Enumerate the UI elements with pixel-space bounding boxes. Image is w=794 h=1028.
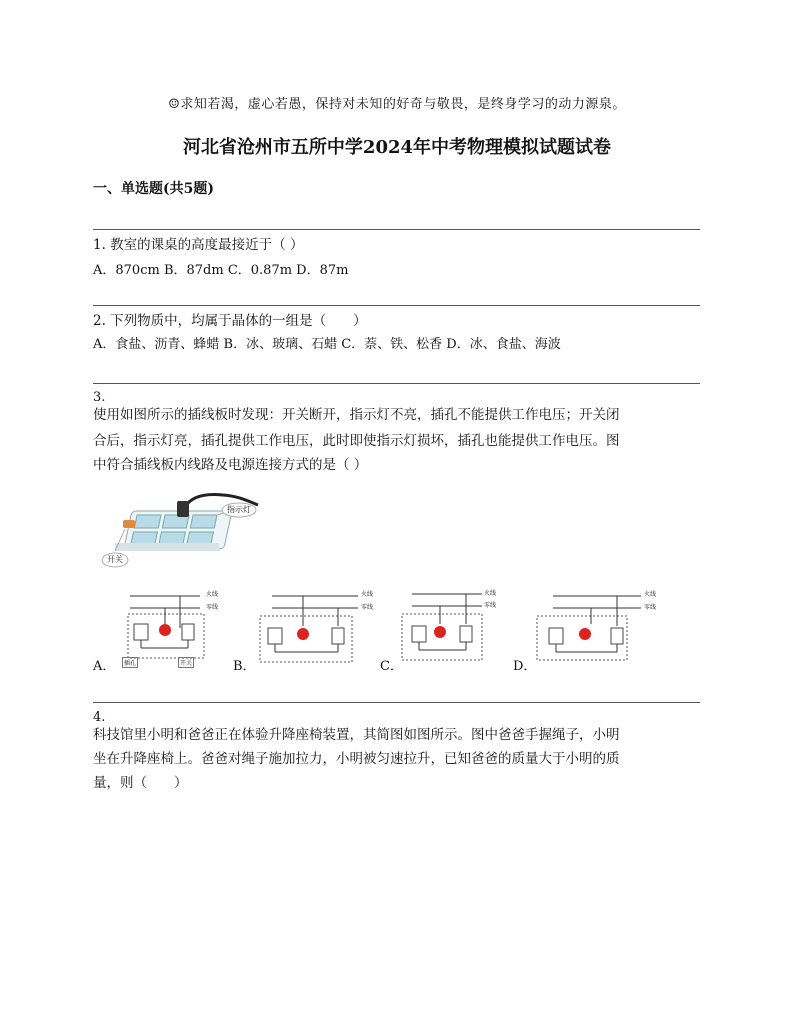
live-wire-label: 火线 bbox=[484, 590, 497, 597]
option-b-label: B． bbox=[233, 659, 256, 674]
option-d-label: D． bbox=[513, 659, 537, 674]
question-4-line-1: 科技馆里小明和爸爸正在体验升降座椅装置，其简图如图所示。图中爸爸手握绳子，小明 bbox=[93, 727, 620, 743]
question-2-stem: 2. 下列物质中，均属于晶体的一组是（ ） bbox=[93, 313, 367, 329]
question-2-options: A．食盐、沥青、蜂蜡 B．冰、玻璃、石蜡 C．萘、铁、松香 D．冰、食盐、海波 bbox=[93, 337, 561, 352]
question-3-line-3: 中符合插线板内线路及电源连接方式的是（ ） bbox=[93, 457, 368, 473]
circuit-diagram-b bbox=[258, 588, 388, 670]
question-4-number: 4. bbox=[93, 710, 106, 725]
switch-label: 开关 bbox=[107, 555, 123, 564]
question-4-line-3: 量，则（ ） bbox=[93, 775, 188, 791]
indicator-label: 指示灯 bbox=[227, 505, 251, 514]
section-heading: 一、单选题(共5题) bbox=[93, 181, 214, 197]
circuit-diagram-c bbox=[400, 588, 530, 670]
circuit-diagram-a bbox=[120, 588, 250, 670]
circuit-diagram-d bbox=[535, 588, 665, 670]
page-title: 河北省沧州市五所中学2024年中考物理模拟试题试卷 bbox=[182, 137, 612, 158]
motto: ☺求知若渴，虚心若愚，保持对未知的好奇与敬畏，是终身学习的动力源泉。 bbox=[168, 97, 626, 112]
divider bbox=[93, 383, 700, 384]
neutral-wire-label: 零线 bbox=[206, 604, 219, 611]
divider bbox=[93, 305, 700, 306]
live-wire-label: 火线 bbox=[644, 591, 657, 598]
option-c-label: C． bbox=[380, 659, 403, 674]
live-wire-label: 火线 bbox=[361, 591, 374, 598]
divider bbox=[93, 702, 700, 703]
socket-label: 插孔 bbox=[122, 657, 138, 668]
neutral-wire-label: 零线 bbox=[484, 602, 497, 609]
question-3-line-1: 使用如图所示的插线板时发现：开关断开，指示灯不亮，插孔不能提供工作电压；开关闭 bbox=[93, 407, 620, 423]
live-wire-label: 火线 bbox=[206, 591, 219, 598]
question-1-options: A．870cm B．87dm C．0.87m D．87m bbox=[93, 263, 349, 278]
switch-label: 开关 bbox=[178, 657, 194, 668]
power-strip-figure bbox=[93, 487, 263, 572]
question-3-number: 3. bbox=[93, 390, 106, 405]
question-3-line-2: 合后，指示灯亮，插孔提供工作电压，此时即使指示灯损坏，插孔也能提供工作电压。图 bbox=[93, 433, 620, 449]
question-1-stem: 1. 教室的课桌的高度最接近于（ ） bbox=[93, 237, 304, 253]
question-4-line-2: 坐在升降座椅上。爸爸对绳子施加拉力，小明被匀速拉升，已知爸爸的质量大于小明的质 bbox=[93, 751, 620, 767]
option-a-label: A． bbox=[93, 659, 116, 674]
divider bbox=[93, 229, 700, 230]
neutral-wire-label: 零线 bbox=[361, 604, 374, 611]
neutral-wire-label: 零线 bbox=[644, 604, 657, 611]
